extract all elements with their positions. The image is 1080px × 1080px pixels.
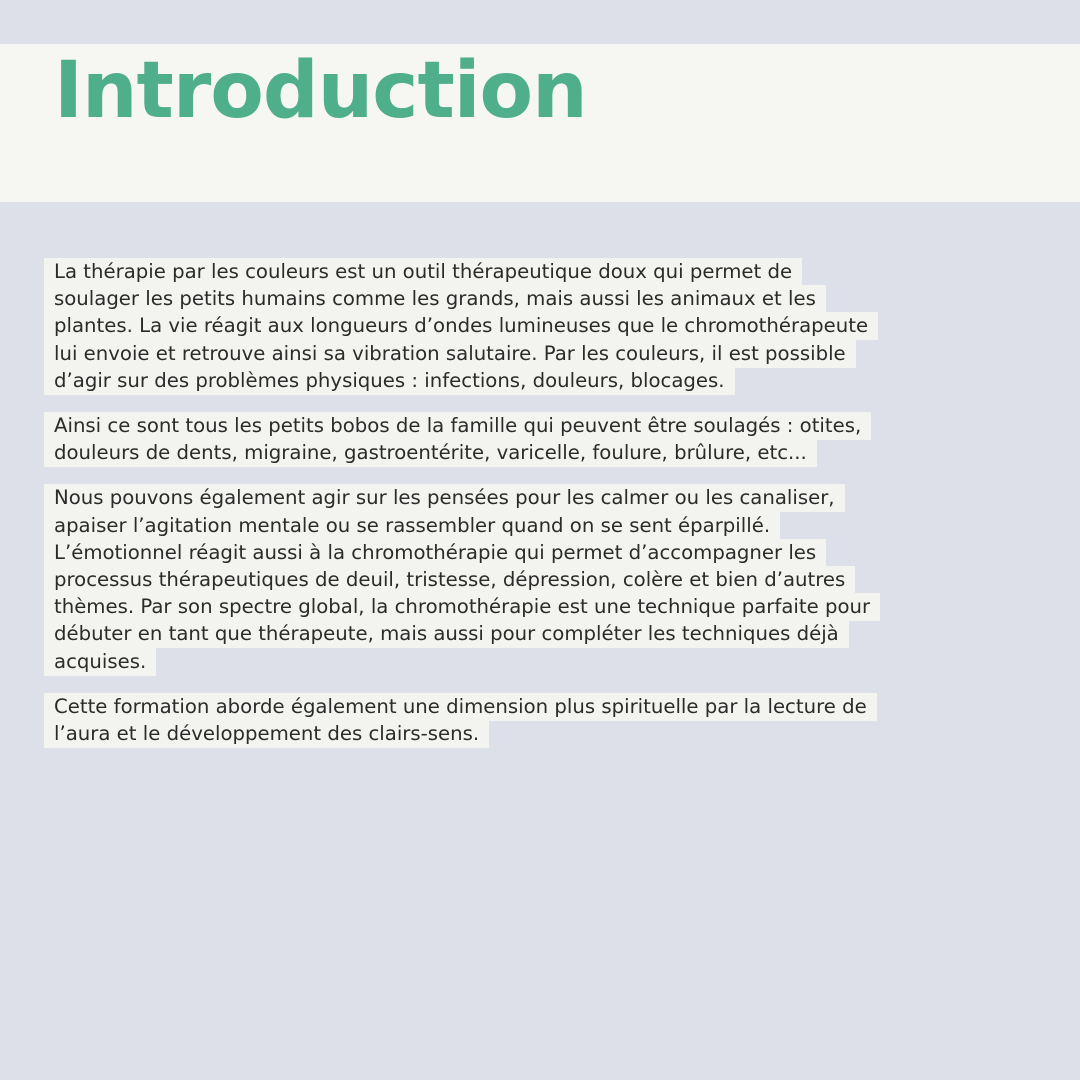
- paragraph-emotions: [44, 484, 1004, 674]
- text-line: soulager les petits humains comme les grands, mais aussi les animaux et les: [44, 285, 826, 313]
- text-line: processus thérapeutiques de deuil, tristesse, dépression, colère et bien d’autres: [44, 566, 855, 594]
- paragraph-intro: [44, 258, 1004, 394]
- text-line: plantes. La vie réagit aux longueurs d’ondes lumineuses que le chromothérapeute: [44, 312, 878, 340]
- text-line: thèmes. Par son spectre global, la chromothérapie est une technique parfaite pour: [44, 593, 880, 621]
- page-title: Introduction: [54, 46, 587, 136]
- text-line: Ainsi ce sont tous les petits bobos de la famille qui peuvent être soulagés : otites,: [44, 412, 871, 440]
- text-line: L’émotionnel réagit aussi à la chromothérapie qui permet d’accompagner les: [44, 539, 826, 567]
- text-line: apaiser l’agitation mentale ou se rassembler quand on se sent éparpillé.: [44, 512, 780, 540]
- text-line: douleurs de dents, migraine, gastroentérite, varicelle, foulure, brûlure, etc...: [44, 439, 817, 467]
- text-line: lui envoie et retrouve ainsi sa vibration salutaire. Par les couleurs, il est possible: [44, 340, 856, 368]
- text-line: d’agir sur des problèmes physiques : infections, douleurs, blocages.: [44, 367, 735, 395]
- text-line: débuter en tant que thérapeute, mais aussi pour compléter les techniques déjà: [44, 620, 849, 648]
- paragraph-spiritual: [44, 693, 1004, 747]
- paragraph-family: [44, 412, 1004, 466]
- text-line: Cette formation aborde également une dimension plus spirituelle par la lecture de: [44, 693, 877, 721]
- text-line: l’aura et le développement des clairs-sens.: [44, 720, 489, 748]
- body-text: [44, 258, 1004, 747]
- text-line: La thérapie par les couleurs est un outil thérapeutique doux qui permet de: [44, 258, 802, 286]
- text-line: acquises.: [44, 648, 156, 676]
- text-line: Nous pouvons également agir sur les pensées pour les calmer ou les canaliser,: [44, 484, 845, 512]
